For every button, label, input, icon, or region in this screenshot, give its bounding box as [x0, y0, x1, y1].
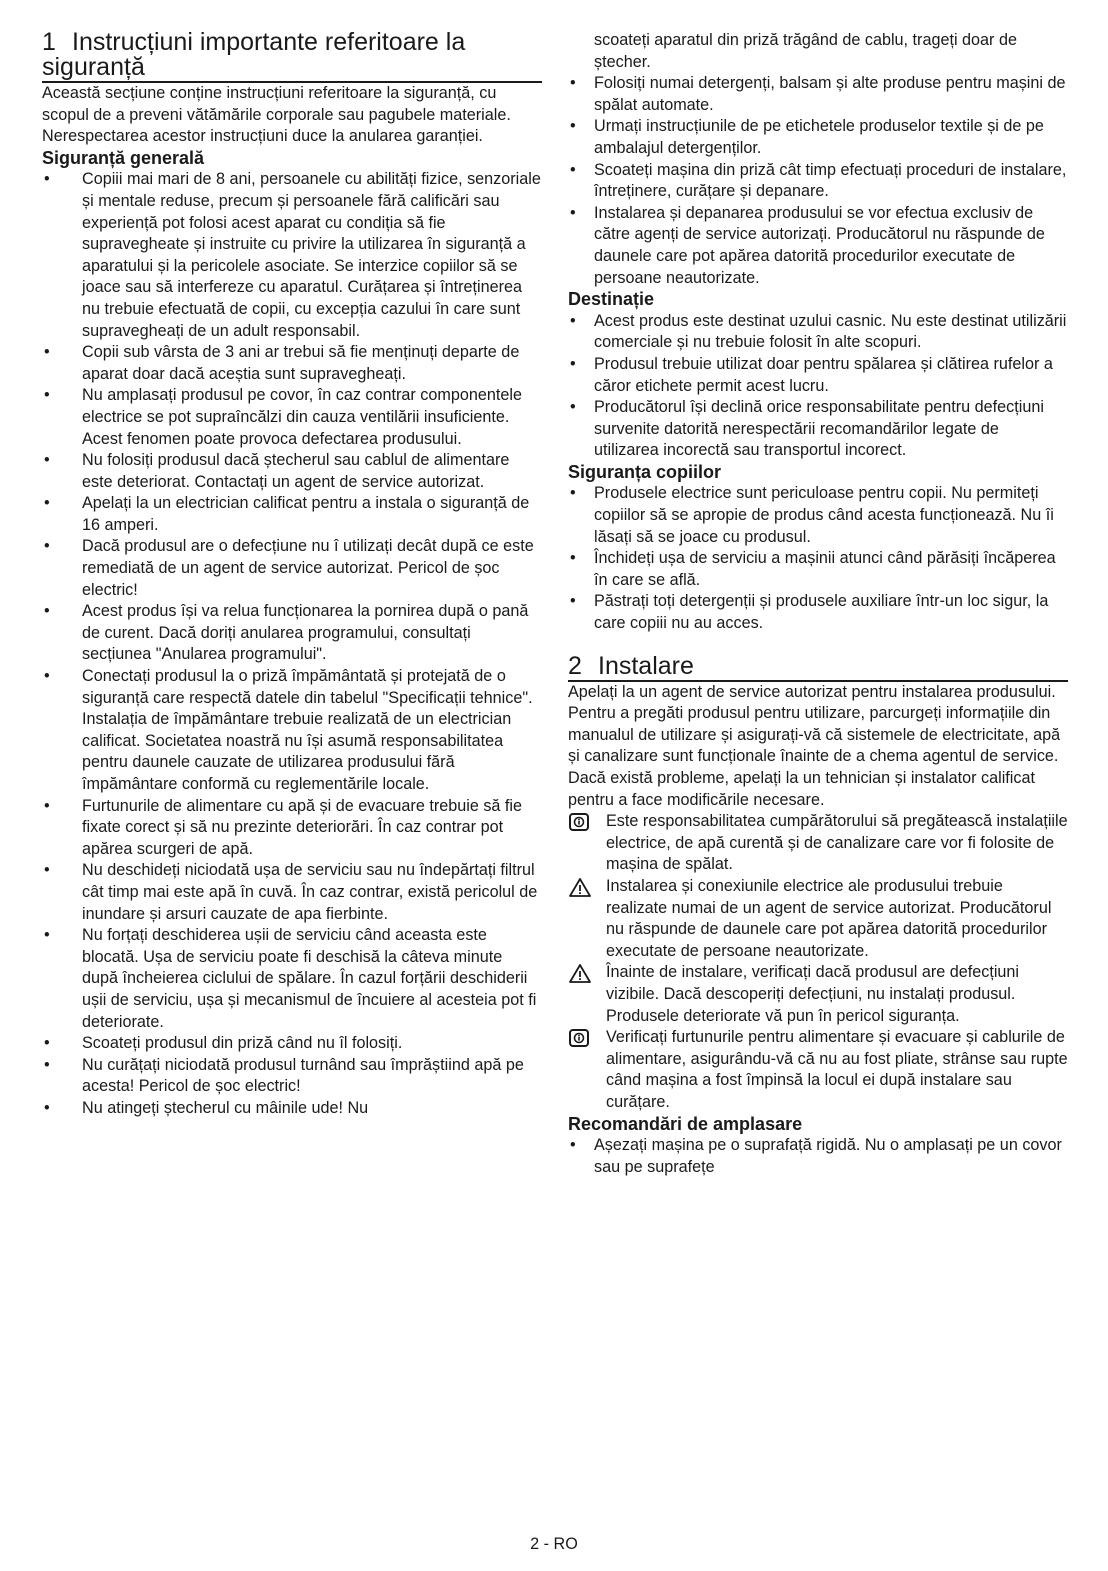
general-safety-heading: Siguranță generală [42, 147, 205, 168]
list-item: • Nu folosiți produsul dacă ștecherul sau cablul de alimentare este deteriorat. Contactați un agent de service autorizat. [42, 450, 542, 493]
section-1-intro: Această secțiune conține instrucțiuni referitoare la siguranță, cu scopul de a preveni vătămările corporale sau pagubele materiale. Nerespectarea acestor instrucțiuni duce la anularea garanției. [42, 84, 511, 146]
list-item: • Așezați mașina pe o suprafață rigidă. Nu o amplasați pe un covor sau pe suprafețe [568, 1135, 1068, 1178]
placement-heading: Recomandări de amplasare [568, 1113, 803, 1134]
note-text: Este responsabilitatea cumpărătorului să pregătească instalațiile electrice, de apă curentă și de canalizare care vor fi folosite de mașina de spălat. [606, 812, 1068, 874]
note-text: Instalarea și conexiunile electrice ale produsului trebuie realizate numai de un agent de service autorizat. Producătorul nu răspunde de daunele care pot apărea datorită procedurilor executate de persoane neautorizate. [606, 876, 1052, 960]
child-safety-list [568, 483, 1068, 634]
info-note [568, 1027, 1068, 1113]
list-item: • Nu deschideți niciodată ușa de serviciu sau nu îndepărtați filtrul cât timp mai este apă în cuvă. În caz contrar, există pericolul de inundare și arsuri cauzate de apa fierbinte. [42, 860, 542, 925]
info-note [568, 811, 1068, 876]
left-column [42, 30, 542, 1120]
page-number: 2 - RO [530, 1535, 578, 1553]
list-item: • Produsul trebuie utilizat doar pentru spălarea și clătirea rufelor a căror etichete permit acest lucru. [568, 354, 1068, 397]
section-2-number: 2 [568, 651, 582, 680]
info-icon [568, 812, 592, 832]
child-safety-heading: Siguranța copiilor [568, 461, 722, 482]
list-item: • Nu amplasați produsul pe covor, în caz contrar componentele electrice se pot supraîncălzi din cauza ventilării insuficiente. Acest fenomen poate provoca defectarea produsului. [42, 385, 542, 450]
list-item: • Conectați produsul la o priză împământată și protejată de o siguranță care respectă datele din tabelul "Specificații tehnice". Instalația de împământare trebuie realizată de un electrician calificat. Societatea noastră nu își asumă responsabilitatea pentru daunele cauzate de utilizarea produsului fără împământare conformă cu reglementările locale. [42, 666, 542, 796]
right-column [568, 30, 1068, 1178]
section-2-intro: Apelați la un agent de service autorizat pentru instalarea produsului. Pentru a pregăti produsul pentru utilizare, parcurgeți informațiile din manualul de utilizare și asigurați-vă că sistemele de electricitate, apă și canalizare sunt funcționale înainte de a chema agentul de service. Dacă există probleme, apelați la un tehnician și instalator calificat pentru a face modificările necesare. [568, 682, 1061, 809]
placement-list [568, 1135, 1068, 1178]
list-item: • Copii sub vârsta de 3 ani ar trebui să fie menținuți departe de aparat doar dacă aceștia sunt supravegheați. [42, 342, 542, 385]
section-2-title: Instalare [598, 651, 694, 680]
list-item: • Nu forțați deschiderea ușii de serviciu când aceasta este blocată. Ușa de serviciu poate fi deschisă la câteva minute după încheierea ciclului de spălare. În cazul forțării deschiderii ușii de serviciu, ușa și mecanismul de încuiere al acesteia pot fi deteriorate. [42, 925, 542, 1033]
list-item: • Instalarea și depanarea produsului se vor efectua exclusiv de către agenți de service autorizați. Producătorul nu răspunde de daunele care pot apărea datorită procedurilor executate de persoane neautorizate. [568, 203, 1068, 289]
warning-note [568, 962, 1068, 1027]
list-item: • Scoateți produsul din priză când nu îl folosiți. [42, 1033, 542, 1055]
list-item: • Folosiți numai detergenți, balsam și alte produse pentru mașini de spălat automate. [568, 73, 1068, 116]
warning-note [568, 876, 1068, 962]
general-safety-list-continued [568, 73, 1068, 289]
warning-icon [568, 877, 592, 897]
section-1-heading [42, 30, 542, 83]
list-item: • Copiii mai mari de 8 ani, persoanele cu abilități fizice, senzoriale și mentale reduse, precum și persoanele fără calificări sau experiență pot folosi acest aparat cu condiția să fie supravegheate și instruite cu privire la utilizarea în siguranță a aparatului și la pericolele asociate. Se interzice copiilor să se joace sau să interfereze cu aparatul. Curățarea și întreținerea nu trebuie efectuată de copii, cu excepția cazului în care sunt supravegheați de un adult responsabil. [42, 169, 542, 342]
list-item: • Închideți ușa de serviciu a mașinii atunci când părăsiți încăperea în care se află. [568, 548, 1068, 591]
list-item: • Apelați la un electrician calificat pentru a instala o siguranță de 16 amperi. [42, 493, 542, 536]
warning-icon [568, 963, 592, 983]
list-item: • Scoateți mașina din priză cât timp efectuați proceduri de instalare, întreținere, curățare și depanare. [568, 160, 1068, 203]
destination-heading: Destinație [568, 289, 655, 310]
list-item: • Produsele electrice sunt periculoase pentru copii. Nu permiteți copiilor să se apropie de produs când acesta funcționează. Nu îi lăsați să se joace cu produsul. [568, 483, 1068, 548]
general-safety-list [42, 169, 542, 1119]
list-item: • Păstrați toți detergenții și produsele auxiliare într-un loc sigur, la care copiii nu au acces. [568, 591, 1068, 634]
list-item: • Acest produs este destinat uzului casnic. Nu este destinat utilizării comerciale și nu trebuie folosit în alte scopuri. [568, 311, 1068, 354]
section-2-heading [568, 651, 1068, 682]
info-icon [568, 1028, 592, 1048]
list-item: • Nu atingeți ștecherul cu mâinile ude! Nu [42, 1098, 542, 1120]
list-item: • Nu curățați niciodată produsul turnând sau împrăștiind apă pe acesta! Pericol de șoc electric! [42, 1055, 542, 1098]
list-item: • Dacă produsul are o defecțiune nu î utilizați decât după ce este remediată de un agent de service autorizat. Pericol de șoc electric! [42, 536, 542, 601]
list-item: • Furtunurile de alimentare cu apă și de evacuare trebuie să fie fixate corect și să nu prezinte deteriorări. În caz contrar pot apărea scurgeri de apă. [42, 796, 542, 861]
section-1-title: Instrucțiuni importante referitoare la siguranță [42, 28, 466, 81]
list-item: • Urmați instrucțiunile de pe etichetele produselor textile și de pe ambalajul detergenților. [568, 116, 1068, 159]
destination-list [568, 311, 1068, 462]
note-text: Verificați furtunurile pentru alimentare și evacuare și cablurile de alimentare, asigurându-vă că nu au fost pliate, strânse sau rupte când mașina a fost împinsă la locul ei după instalare sau curățare. [606, 1028, 1068, 1111]
note-text: Înainte de instalare, verificați dacă produsul are defecțiuni vizibile. Dacă descoperiți defecțiuni, nu instalați produsul. Produsele deteriorate vă pun în pericol siguranța. [606, 963, 1020, 1025]
list-item: • Producătorul își declină orice responsabilitate pentru defecțiuni survenite datorită nerespectării recomandărilor legate de utilizarea incorectă sau transportul incorect. [568, 397, 1068, 462]
list-item: • Acest produs își va relua funcționarea la pornirea după o pană de curent. Dacă doriți anularea programului, consultați secțiunea "Anularea programului". [42, 601, 542, 666]
section-1-number: 1 [42, 28, 56, 56]
continued-text: scoateți aparatul din priză trăgând de cablu, trageți doar de ștecher. [594, 31, 1017, 71]
